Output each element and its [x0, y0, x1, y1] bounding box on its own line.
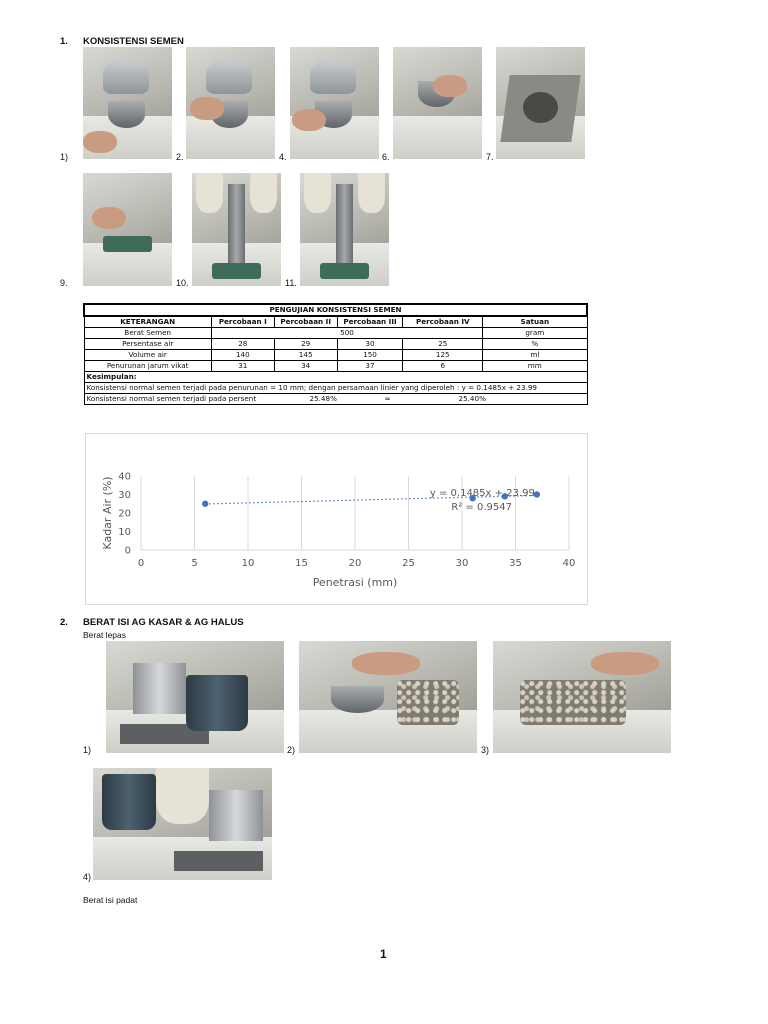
photo-label-1: 1) [60, 152, 69, 162]
y-axis-label: Kadar Air (%) [101, 476, 114, 550]
photo-vicat-mold [83, 173, 172, 286]
x-tick-label: 25 [402, 558, 415, 569]
cell: 28 [211, 339, 274, 350]
kesimpulan-label: Kesimpulan: [84, 372, 587, 383]
berat-semen-value: 500 [211, 328, 482, 339]
section-2-heading [60, 617, 360, 629]
photo-label-s2-1: 1) [83, 745, 92, 755]
row-label: Penurunan jarum vikat [84, 361, 211, 372]
consistency-chart [85, 433, 588, 605]
row-unit: ml [483, 350, 587, 361]
photo-label-s2-2: 2) [287, 745, 296, 755]
x-tick-label: 35 [509, 558, 522, 569]
x-tick-label: 15 [295, 558, 308, 569]
cell: 140 [211, 350, 274, 361]
photo-gravel-tray [493, 641, 671, 753]
conclusion-2-approx: ≈ [384, 394, 391, 403]
table-row [84, 350, 587, 361]
photo-label-11: 11. [285, 278, 297, 288]
header-percobaan-1: Percobaan I [211, 316, 274, 328]
photo-vicat-apparatus-1 [192, 173, 281, 286]
y-tick-label: 30 [118, 490, 131, 501]
photo-label-9: 9. [60, 278, 68, 288]
photo-filling-1 [299, 641, 477, 753]
trendline-equation: y = 0.1485x + 23.99 [429, 487, 535, 499]
photo-label-7: 7. [486, 152, 494, 162]
cell: 145 [274, 350, 337, 361]
page-number: 1 [380, 947, 387, 961]
photo-mixing-bowl [393, 47, 482, 159]
row-label: Berat Semen [84, 328, 211, 339]
cell: 125 [403, 350, 483, 361]
row-label: Volume air [84, 350, 211, 361]
header-satuan: Satuan [483, 316, 587, 328]
photo-vicat-apparatus-2 [300, 173, 389, 286]
cell: 150 [337, 350, 403, 361]
cell: 34 [274, 361, 337, 372]
row-unit: % [483, 339, 587, 350]
photo-label-s2-3: 3) [481, 745, 490, 755]
header-keterangan: KETERANGAN [84, 316, 211, 328]
photo-weighing-2 [93, 768, 272, 880]
header-percobaan-3: Percobaan III [337, 316, 403, 328]
photo-mixer-2 [186, 47, 275, 159]
cell: 25 [403, 339, 483, 350]
photo-mixer-1 [83, 47, 172, 159]
y-tick-label: 10 [118, 527, 131, 538]
row-unit: gram [483, 328, 587, 339]
section-1-title: KONSISTENSI SEMEN [83, 36, 184, 47]
cell: 31 [211, 361, 274, 372]
x-axis-label: Penetrasi (mm) [312, 576, 398, 589]
x-tick-label: 40 [562, 558, 576, 569]
subtitle-berat-lepas: Berat lepas [83, 630, 126, 640]
section-2-title: BERAT ISI AG KASAR & AG HALUS [83, 617, 244, 628]
y-tick-label: 0 [124, 545, 131, 557]
x-tick-label: 20 [348, 558, 362, 569]
table-row [84, 339, 587, 350]
conclusion-2-label: Konsistensi normal semen terjadi pada persent [86, 394, 257, 403]
photo-label-4: 4. [279, 152, 287, 162]
photo-label-6: 6. [382, 152, 390, 162]
cell: 29 [274, 339, 337, 350]
conclusion-2 [84, 394, 587, 405]
x-tick-label: 30 [455, 558, 469, 569]
consistency-table [83, 303, 588, 405]
subtitle-berat-isi-padat: Berat isi padat [83, 895, 138, 905]
photo-label-s2-4: 4) [83, 872, 92, 882]
cell: 6 [403, 361, 483, 372]
trendline-r2: R² = 0.9547 [451, 502, 512, 514]
table-title: PENGUJIAN KONSISTENSI SEMEN [84, 304, 587, 316]
x-tick-label: 0 [137, 558, 145, 569]
conclusion-2-value-2: 25.40% [458, 394, 486, 403]
row-unit: mm [483, 361, 587, 372]
cell: 37 [337, 361, 403, 372]
cell: 30 [337, 339, 403, 350]
photo-cement-paste [496, 47, 585, 159]
table-row [84, 361, 587, 372]
photo-label-2: 2. [176, 152, 184, 162]
x-tick-label: 5 [191, 558, 198, 569]
photo-weighing-1 [106, 641, 284, 753]
photo-mixer-3 [290, 47, 379, 159]
y-tick-label: 40 [118, 471, 131, 483]
y-tick-label: 20 [118, 508, 131, 520]
x-tick-label: 10 [241, 558, 255, 569]
header-percobaan-2: Percobaan II [274, 316, 337, 328]
header-percobaan-4: Percobaan IV [403, 316, 483, 328]
section-2-number: 2. [60, 617, 68, 628]
table-row [84, 328, 587, 339]
conclusion-1: Konsistensi normal semen terjadi pada penurunan = 10 mm; dengan persamaan linier yang diperoleh : y = 0.1485x + 23.99 [84, 383, 587, 394]
photo-label-10: 10. [176, 278, 189, 288]
section-1-number: 1. [60, 36, 68, 47]
conclusion-2-value-1: 25.48% [309, 394, 337, 403]
data-point [202, 501, 208, 507]
row-label: Persentase air [84, 339, 211, 350]
